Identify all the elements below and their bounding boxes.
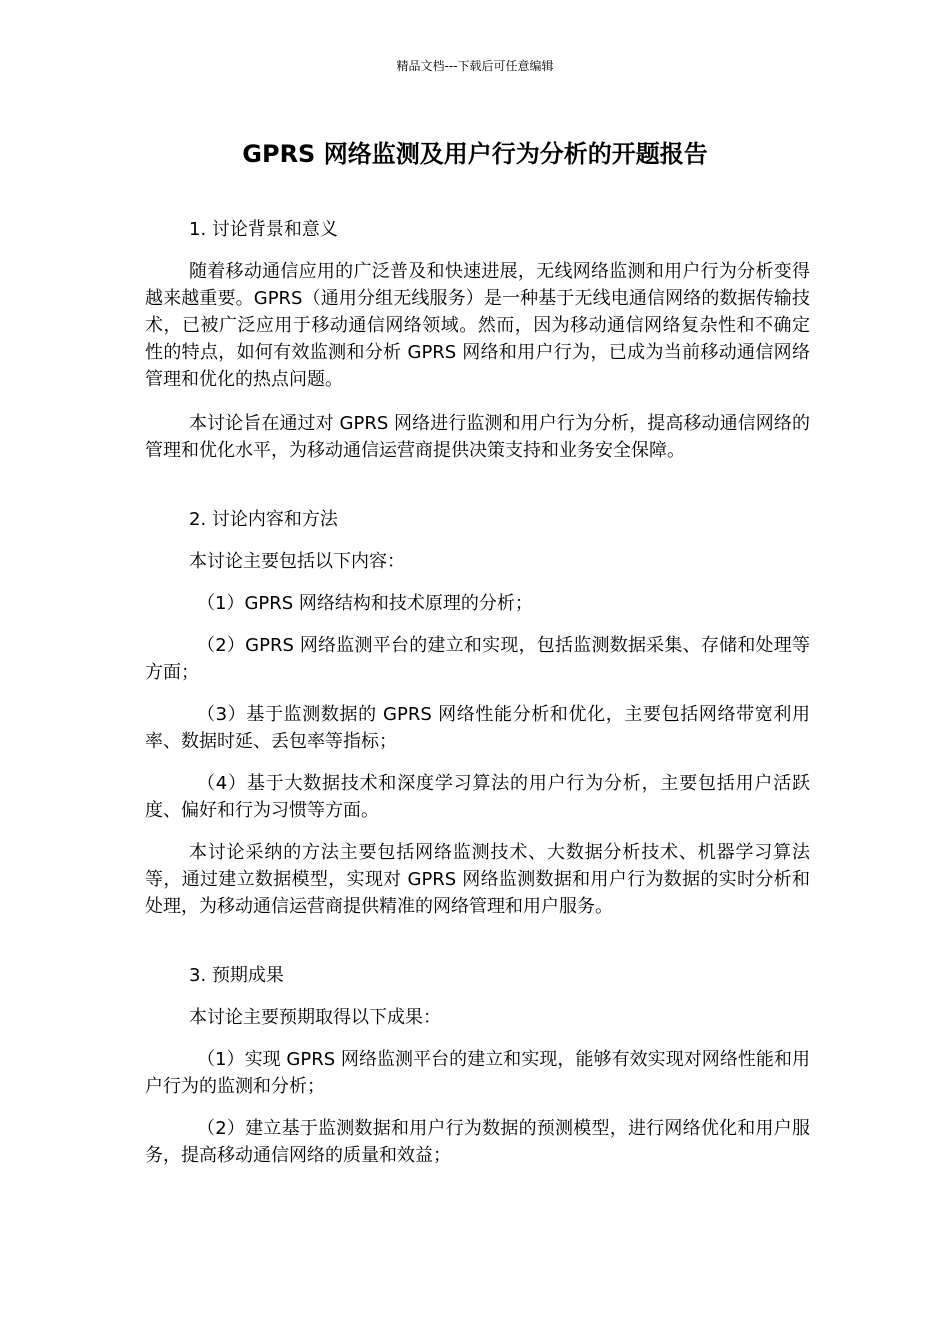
paragraph-background: 随着移动通信应用的广泛普及和快速进展，无线网络监测和用户行为分析变得越来越重要。GPRS（通用分组无线服务）是一种基于无线电通信网络的数据传输技术，已被广泛应用于移动通信网络领域。然而，因为移动通信网络复杂性和不确定性的特点，如何有效监测和分析 GPRS 网络和用户行为，已成为当前移动通信网络管理和优化的热点问题。 xyxy=(145,261,810,390)
list-item-content-2: （2）GPRS 网络监测平台的建立和实现，包括监测数据采集、存储和处理等方面； xyxy=(145,635,810,683)
section-heading-2: 2. 讨论内容和方法 xyxy=(189,509,338,530)
list-item-content-3: （3）基于监测数据的 GPRS 网络性能分析和优化，主要包括网络带宽利用率、数据时延、丢包率等指标； xyxy=(145,704,810,752)
header-note: 精品文档---下载后可任意编辑 xyxy=(396,59,554,73)
paragraph-purpose: 本讨论旨在通过对 GPRS 网络进行监测和用户行为分析，提高移动通信网络的管理和优化水平，为移动通信运营商提供决策支持和业务安全保障。 xyxy=(145,413,810,461)
list-item-result-2: （2）建立基于监测数据和用户行为数据的预测模型，进行网络优化和用户服务，提高移动通信网络的质量和效益； xyxy=(145,1118,810,1166)
paragraph-methods: 本讨论采纳的方法主要包括网络监测技术、大数据分析技术、机器学习算法等，通过建立数据模型，实现对 GPRS 网络监测数据和用户行为数据的实时分析和处理，为移动通信运营商提供精准的网络管理和用户服务。 xyxy=(145,842,810,917)
section-heading-1: 1. 讨论背景和意义 xyxy=(189,219,338,240)
list-item-result-1: （1）实现 GPRS 网络监测平台的建立和实现，能够有效实现对网络性能和用户行为的监测和分析； xyxy=(145,1049,810,1097)
list-item-content-4: （4）基于大数据技术和深度学习算法的用户行为分析，主要包括用户活跃度、偏好和行为习惯等方面。 xyxy=(145,773,810,821)
list-item-content-1: （1）GPRS 网络结构和技术原理的分析； xyxy=(197,593,533,614)
paragraph-content-intro: 本讨论主要包括以下内容： xyxy=(189,551,405,572)
paragraph-results-intro: 本讨论主要预期取得以下成果： xyxy=(189,1007,441,1028)
document-title: GPRS 网络监测及用户行为分析的开题报告 xyxy=(242,140,708,168)
section-heading-3: 3. 预期成果 xyxy=(189,965,284,986)
